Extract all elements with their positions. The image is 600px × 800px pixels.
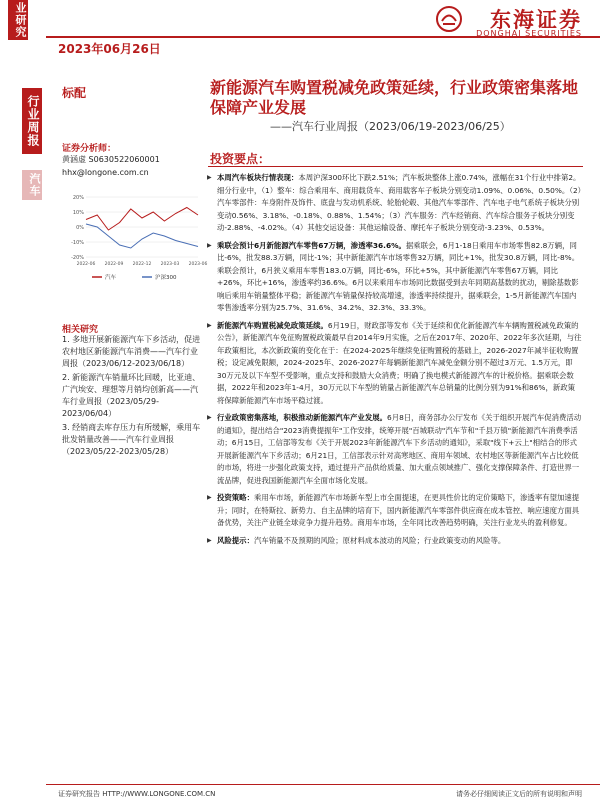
key-point-lead: 乘联会预计6月新能源汽车零售67万辆，渗透率36.6%。 xyxy=(217,240,406,250)
sidebar-section-label: 行业周报 xyxy=(22,88,42,154)
analyst-heading: 证券分析师： xyxy=(62,144,117,154)
performance-chart xyxy=(62,193,208,283)
key-point-text: 6月19日，财政部等发布《关于延续和优化新能源汽车车辆购置税减免政策的公告》，新能源汽车免征购置税政策最早自2014年9月实施，之后在2017年、2020年、2022年多次延期，与往年政策相比，本次新政策的变化在于：在2024-2025年继续免征购置税的基础上，2026-2027年减半征收购置税；设定减免限额，2024-2025年、2026-2027年每辆新能源汽车减免金额分别不超过3万元、1.5万元，即30万元及以下车型不受影响，重点支持和鼓励大众消费；明确了换电模式新能源汽车的计税价格。据乘联会数据，2022年和2023年1-4月，30万元以下车型的销量占新能源汽车总销量的比例分别为91%和86%，新政策将保障新能源汽车市场平稳过渡。 xyxy=(217,320,582,405)
key-point-text: 本周沪深300环比下跌2.51%；汽车板块整体上涨0.74%，涨幅在31个行业中排第2。细分行业中，（1）整车：综合乘用车、商用载货车、商用载客车子板块分别变动1.09%、0.06%、0.50%。（2）汽车零部件：车身附件及饰件、底盘与发动机系统、轮胎轮毂、其他汽车零部件、汽车电子电气系统子板块分别变动0.56%、3.18%、-0.18%、0.88%、1.54%；（3）汽车服务：汽车经销商、汽车综合服务子板块分别变动-2.88%、-4.02%。（4）其他交运设备：其他运输设备、摩托车子板块分别变动-3.23%、0.53%。 xyxy=(217,173,582,232)
footer-left: 证券研究报告 HTTP://WWW.LONGONE.COM.CN xyxy=(58,790,216,798)
analyst-name: 黄涵虚 S0630522060001 xyxy=(62,155,160,164)
key-point-item xyxy=(207,492,582,530)
report-date: 2023年06月26日 xyxy=(58,42,161,56)
key-point-lead: 本周汽车板块行情表现： xyxy=(217,173,299,182)
y-tick-label: -10% xyxy=(71,240,84,246)
sidebar-top-label: 业研究 xyxy=(8,0,28,40)
legend-label: 沪深300 xyxy=(155,275,177,281)
footer-rule xyxy=(46,784,600,785)
key-point-item xyxy=(207,172,582,235)
rating: 标配 xyxy=(62,86,87,100)
key-point-item xyxy=(207,320,582,408)
related-item[interactable]: 2. 新能源汽车销量环比回暖，比亚迪、广汽埃安、理想等月销均创新高——汽车行业周报（2023/05/29-2023/06/04） xyxy=(62,373,201,418)
x-tick-label: 2022-12 xyxy=(132,262,152,267)
key-point-lead: 行业政策密集落地，积极推动新能源汽车产业发展。 xyxy=(217,413,387,422)
related-list xyxy=(62,334,202,460)
analyst-email[interactable]: hhx@longone.com.cn xyxy=(62,168,149,177)
y-tick-label: 0% xyxy=(76,225,84,231)
logo-icon xyxy=(436,6,462,32)
sidebar-industry-label: 汽车 xyxy=(22,170,42,200)
key-point-text: 6月8日，商务部办公厅发布《关于组织开展汽车促消费活动的通知》，提出结合"2023消费提振年"工作安排，统筹开展"百城联动"汽车节和"千县万镇"新能源汽车消费季活动；6月15日，工信部等发布《关于开展2023年新能源汽车下乡活动的通知》，采取"线下+云上"相结合的形式开展新能源汽车下乡活动；6月21日，工信部表示针对高寒地区、商用车领域、农村地区等新能源汽车占比较低的市场，将进一步强化政策支持，通过提升产品供给质量、加大重点领域推广、强化支撑保障条件、打造世界一流品牌，促进我国新能源汽车全面市场化发展。 xyxy=(217,413,582,485)
key-point-item xyxy=(207,240,582,315)
key-points-heading: 投资要点： xyxy=(210,152,271,166)
key-points-rule xyxy=(208,166,583,167)
key-point-item xyxy=(207,535,582,548)
logo-text: 东海证券 xyxy=(490,8,582,32)
report-title: 新能源汽车购置税减免政策延续，行业政策密集落地保障产业发展 xyxy=(210,78,579,117)
logo-subtext: DONGHAI SECURITIES xyxy=(476,29,582,38)
key-point-lead: 新能源汽车购置税减免政策延续。 xyxy=(217,320,328,330)
related-item[interactable]: 1. 多地开展新能源汽车下乡活动，促进农村地区新能源汽车消费——汽车行业周报（2023/06/12-2023/06/18） xyxy=(62,335,201,368)
report-subtitle: ——汽车行业周报（2023/06/19-2023/06/25） xyxy=(270,120,511,133)
related-heading: 相关研究 xyxy=(62,325,99,335)
y-tick-label: 10% xyxy=(72,210,84,216)
related-item[interactable]: 3. 经销商去库存压力有所缓解，乘用车批发销量改善——汽车行业周报（2023/05/22-2023/05/28） xyxy=(62,423,201,456)
y-tick-label: -20% xyxy=(71,255,84,261)
analyst-info xyxy=(62,153,160,179)
key-point-text: 据乘联会，6月1-18日乘用车市场零售82.8万辆，同比-6%，批发88.3万辆，同比-1%；其中新能源汽车市场零售32万辆，同比+1%，批发30.8万辆，同比-8%。乘联会预计，6月狭义乘用车零售183.0万辆，同比-6%，环比+5%，其中新能源汽车零售67万辆，同比+26%，环比+16%，渗透率约36.6%。6月以来乘用车市场同比数据受到去年同期高基数的扰动，剔除基数影响后乘用车销量整体平稳；新能源汽车销量保持较高增速，渗透率持续提升，据乘联会，1-5月新能源汽车国内零售渗透率分别为25.7%、31.6%、34.2%、32.3%、33.3%。 xyxy=(217,240,580,312)
series-line-0 xyxy=(86,208,198,231)
x-tick-label: 2023-03 xyxy=(160,262,180,267)
key-point-text: 汽车销量不及预期的风险；原材料成本波动的风险；行业政策变动的风险等。 xyxy=(253,535,506,545)
key-point-lead: 风险提示： xyxy=(217,535,254,545)
key-points-list xyxy=(207,172,582,552)
x-tick-label: 2022-06 xyxy=(76,262,96,267)
x-tick-label: 2023-06 xyxy=(188,262,208,267)
series-line-1 xyxy=(86,224,198,248)
x-tick-label: 2022-09 xyxy=(104,262,124,267)
legend-label: 汽车 xyxy=(105,275,117,281)
key-point-text: 乘用车市场，新能源汽车市场新车型上市全面提速，在更具性价比的定价策略下，渗透率有望加速提升；同时，在特斯拉、新势力、自主品牌的培育下，国内新能源汽车零部件供应商在成本管控、响应速度方面具备优势，关注产业链全球竞争力提升趋势。商用车市场，全年同比改善趋势明确，关注行业龙头的盈利修复。 xyxy=(217,493,580,527)
footer-disclaimer: 请务必仔细阅读正文后的所有说明和声明 xyxy=(456,790,582,798)
key-point-item xyxy=(207,412,582,487)
y-tick-label: 20% xyxy=(72,195,84,201)
key-point-lead: 投资策略： xyxy=(217,493,254,502)
